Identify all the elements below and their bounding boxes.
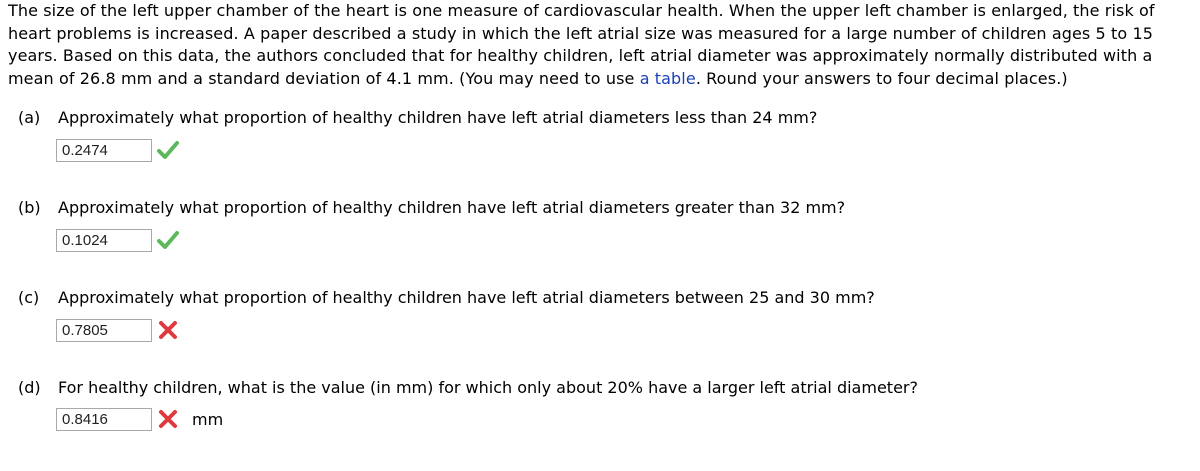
part-d-answer-input[interactable]: 0.8416 — [56, 408, 152, 431]
part-b-answer-row — [56, 228, 180, 252]
table-link[interactable]: a table — [639, 68, 696, 88]
part-c-question — [18, 288, 875, 307]
part-a-answer-input[interactable]: 0.2474 — [56, 139, 152, 162]
x-icon — [156, 407, 180, 431]
part-b-label: (b) — [18, 198, 41, 217]
check-icon — [156, 138, 180, 162]
problem-intro — [8, 0, 1194, 90]
part-d-answer-row — [56, 407, 223, 431]
part-a-label: (a) — [18, 108, 41, 127]
part-c-text: Approximately what proportion of healthy children have left atrial diameters between 25 and 30 mm? — [58, 288, 875, 307]
part-a-question — [18, 108, 817, 127]
intro-text-after: . Round your answers to four decimal places.) — [695, 68, 1068, 88]
part-d-unit: mm — [192, 409, 224, 429]
part-c-answer-input[interactable]: 0.7805 — [56, 319, 152, 342]
part-d-text: For healthy children, what is the value (in mm) for which only about 20% have a larger left atrial diameter? — [58, 378, 918, 397]
part-a-text: Approximately what proportion of healthy children have left atrial diameters less than 24 mm? — [58, 108, 818, 127]
part-a-answer-row — [56, 138, 180, 162]
part-b-question — [18, 198, 845, 217]
part-b-text: Approximately what proportion of healthy children have left atrial diameters greater than 32 mm? — [58, 198, 846, 217]
part-c-answer-row — [56, 318, 180, 342]
intro-text-before: The size of the left upper chamber of the heart is one measure of cardiovascular health. When the upper left chamber is enlarged, the risk of heart problems is increased. A paper described a study in which the left atrial size was measured for a large number of children ages 5 to 15 years. Based on this data, the authors concluded that for healthy children, left atrial diameter was approximately normally distributed with a mean of 26.8 mm and a standard deviation of 4.1 mm. (You may need to use — [8, 1, 1155, 88]
part-d-label: (d) — [18, 378, 41, 397]
part-d-question — [18, 378, 918, 397]
check-icon — [156, 228, 180, 252]
part-c-label: (c) — [18, 288, 40, 307]
part-b-answer-input[interactable]: 0.1024 — [56, 229, 152, 252]
x-icon — [156, 318, 180, 342]
